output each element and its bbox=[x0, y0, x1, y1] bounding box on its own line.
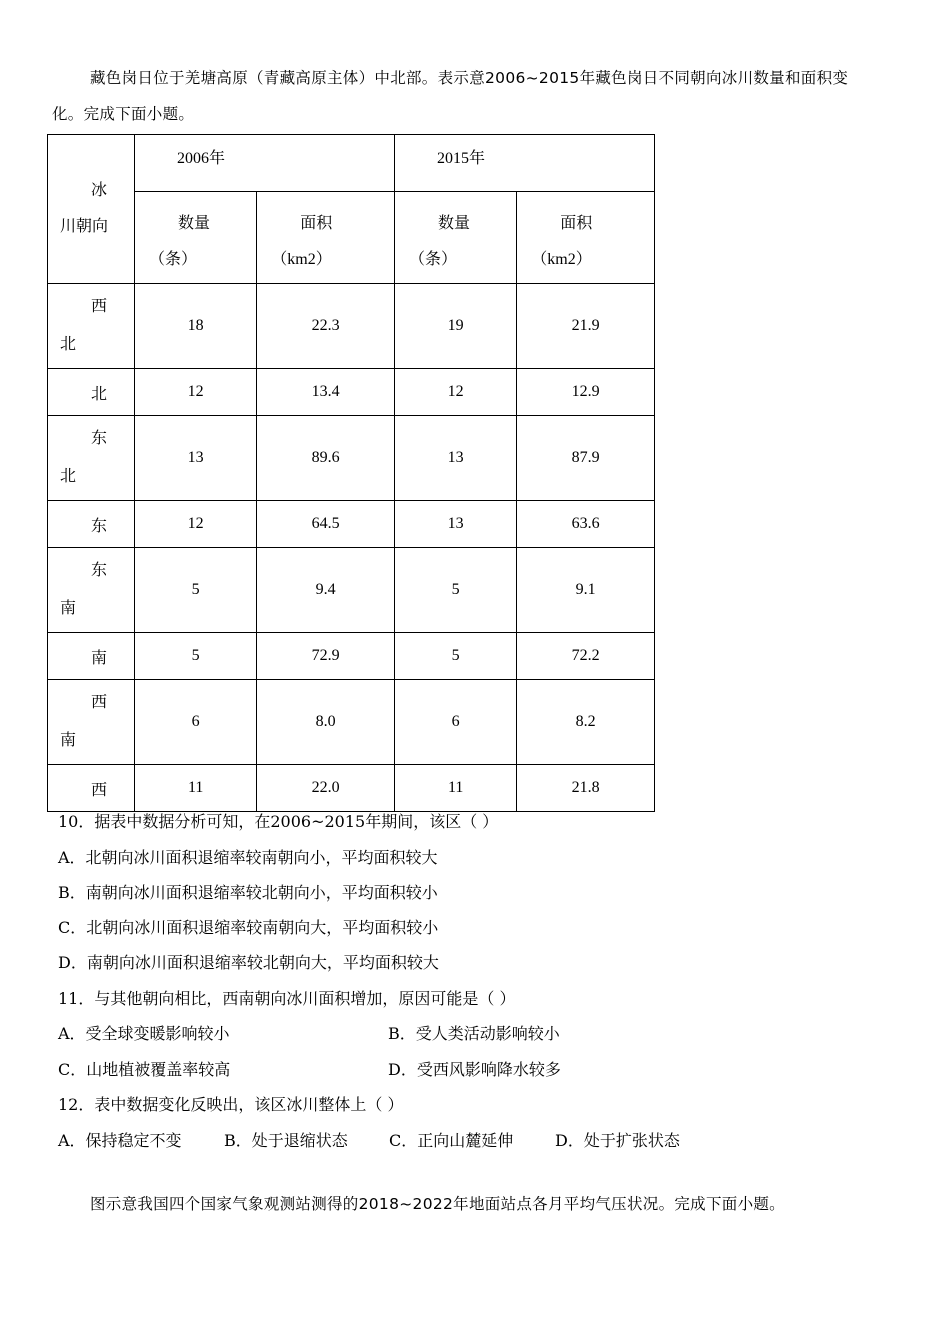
direction-cell: 东 南 bbox=[48, 548, 135, 633]
question-12-option-b: B．处于退缩状态 bbox=[224, 1131, 348, 1150]
question-11-option-b: B．受人类活动影响较小 bbox=[388, 1024, 560, 1043]
question-12-option-a: A．保持稳定不变 bbox=[58, 1131, 182, 1150]
table-row: 南 5 72.9 5 72.2 bbox=[48, 633, 655, 680]
year-2006-header: 2006年 bbox=[135, 135, 395, 192]
intro-line-1: 藏色岗日位于羌塘高原（青藏高原主体）中北部。表示意2006~2015年藏色岗日不同朝向冰川数量和面积变 bbox=[90, 69, 849, 87]
area-header-2006: 面积 （km2） bbox=[257, 192, 395, 284]
area-header-2015: 面积 （km2） bbox=[517, 192, 655, 284]
count-header-2015: 数量 （条） bbox=[395, 192, 517, 284]
question-12-option-d: D．处于扩张状态 bbox=[555, 1131, 680, 1150]
next-section-intro: 图示意我国四个国家气象观测站测得的2018~2022年地面站点各月平均气压状况。完成下面小题。 bbox=[90, 1195, 785, 1213]
question-12-stem: 12．表中数据变化反映出，该区冰川整体上（ ） bbox=[58, 1095, 404, 1114]
intro-line-2: 化。完成下面小题。 bbox=[52, 105, 195, 123]
table-row: 西 北 18 22.3 19 21.9 bbox=[48, 284, 655, 369]
direction-cell: 东 bbox=[48, 501, 135, 548]
table-row: 西 11 22.0 11 21.8 bbox=[48, 765, 655, 812]
question-11-option-a: A．受全球变暖影响较小 bbox=[58, 1024, 230, 1043]
direction-cell: 西 bbox=[48, 765, 135, 812]
table-row: 东 12 64.5 13 63.6 bbox=[48, 501, 655, 548]
direction-cell: 北 bbox=[48, 369, 135, 416]
question-11-option-c: C．山地植被覆盖率较高 bbox=[58, 1060, 231, 1079]
direction-cell: 西 北 bbox=[48, 284, 135, 369]
table-row: 西 南 6 8.0 6 8.2 bbox=[48, 680, 655, 765]
table-row: 东 南 5 9.4 5 9.1 bbox=[48, 548, 655, 633]
question-10-option-b: B．南朝向冰川面积退缩率较北朝向小，平均面积较小 bbox=[58, 883, 438, 902]
direction-cell: 南 bbox=[48, 633, 135, 680]
table-row: 北 12 13.4 12 12.9 bbox=[48, 369, 655, 416]
question-11-stem: 11．与其他朝向相比，西南朝向冰川面积增加，原因可能是（ ） bbox=[58, 989, 516, 1008]
question-10-option-c: C．北朝向冰川面积退缩率较南朝向大，平均面积较小 bbox=[58, 918, 439, 937]
question-10-option-a: A．北朝向冰川面积退缩率较南朝向小，平均面积较大 bbox=[58, 848, 438, 867]
year-2015-header: 2015年 bbox=[395, 135, 655, 192]
direction-cell: 西 南 bbox=[48, 680, 135, 765]
direction-header: 冰 川朝向 bbox=[48, 135, 135, 284]
question-11-option-d: D．受西风影响降水较多 bbox=[388, 1060, 561, 1079]
question-10-stem: 10．据表中数据分析可知，在2006~2015年期间，该区（ ） bbox=[58, 812, 499, 831]
count-header-2006: 数量 （条） bbox=[135, 192, 257, 284]
direction-cell: 东 北 bbox=[48, 416, 135, 501]
question-12-option-c: C．正向山麓延伸 bbox=[389, 1131, 514, 1150]
question-10-option-d: D．南朝向冰川面积退缩率较北朝向大，平均面积较大 bbox=[58, 953, 439, 972]
glacier-table bbox=[47, 134, 655, 812]
intro-paragraph bbox=[52, 60, 892, 132]
table-row: 东 北 13 89.6 13 87.9 bbox=[48, 416, 655, 501]
